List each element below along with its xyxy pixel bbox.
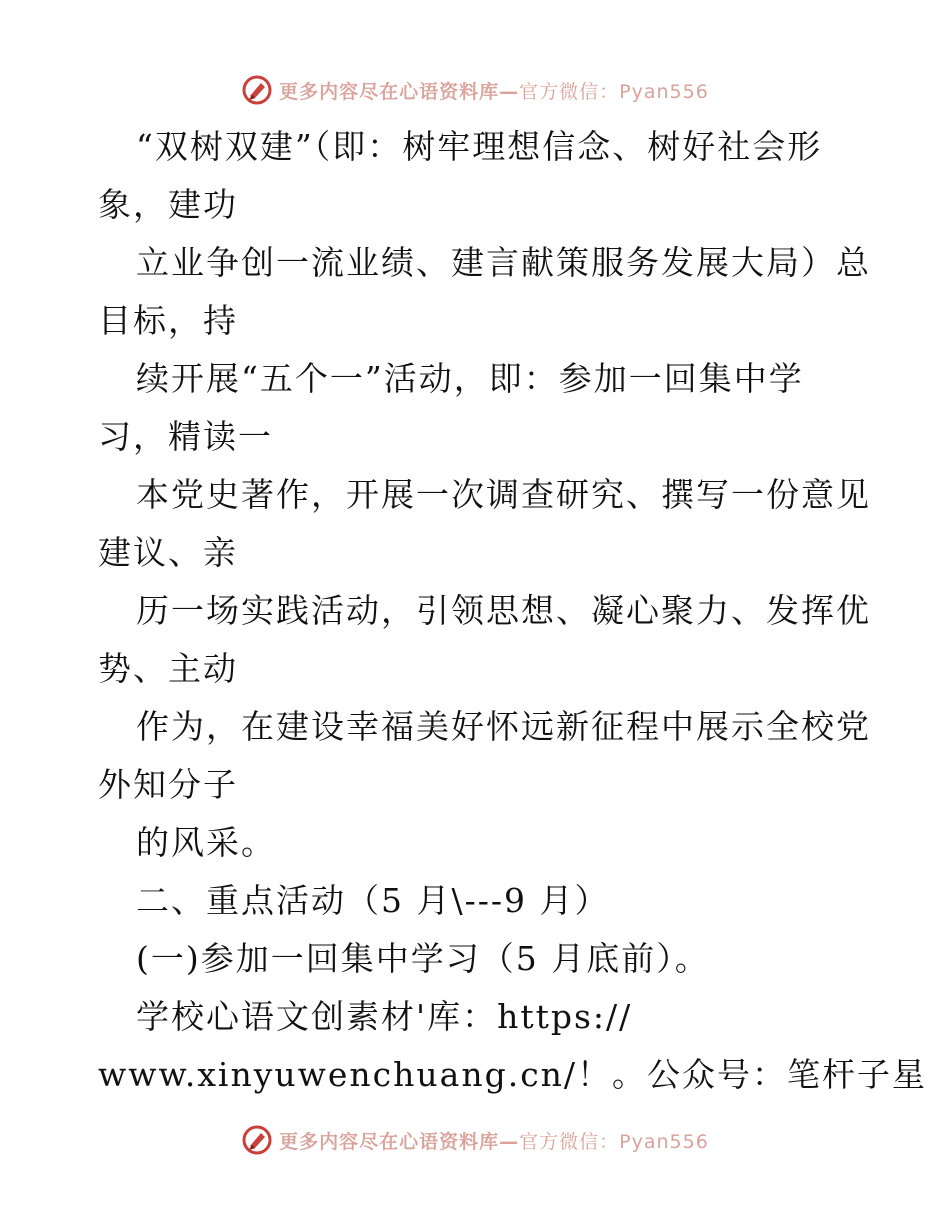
header-watermark-banner — [0, 70, 950, 110]
section-heading: 二、重点活动（5 月\---9 月） — [136, 881, 610, 920]
document-body — [98, 118, 928, 1104]
subsection-heading: (一)参加一回集中学习（5 月底前）。 — [136, 939, 710, 978]
text-line: 外知分子 — [98, 765, 238, 804]
text-line: 立业争创一流业绩、建言献策服务发展大局）总 — [136, 243, 871, 282]
text-line: 作为，在建设幸福美好怀远新征程中展示全校党 — [136, 707, 871, 746]
text-line: 势、主动 — [98, 649, 238, 688]
logo-icon — [241, 1124, 273, 1156]
text-line: 学校心语文创素材'库：https:// — [136, 997, 633, 1036]
text-line: 象，建功 — [98, 185, 238, 224]
text-line: www.xinyuwenchuang.cn/！。公众号：笔杆子星 — [98, 1055, 928, 1094]
text-line: “双树双建”（即：树牢理想信念、树好社会形 — [136, 127, 823, 166]
watermark-text: 更多内容尽在心语资料库—官方微信：Pyan556 — [279, 80, 709, 103]
watermark-wechat: 官方微信：Pyan556 — [519, 1130, 709, 1153]
text-line: 建议、亲 — [98, 533, 238, 572]
text-line: 习，精读一 — [98, 417, 273, 456]
watermark-text: 更多内容尽在心语资料库—官方微信：Pyan556 — [279, 1130, 709, 1153]
text-line: 历一场实践活动，引领思想、凝心聚力、发挥优 — [136, 591, 871, 630]
footer-watermark-banner — [0, 1120, 950, 1160]
text-line: 目标，持 — [98, 301, 238, 340]
text-line: 的风采。 — [136, 823, 276, 862]
text-line: 续开展“五个一”活动，即：参加一回集中学 — [136, 359, 804, 398]
watermark-wechat: 官方微信：Pyan556 — [519, 80, 709, 103]
logo-icon — [241, 74, 273, 106]
text-line: 本党史著作，开展一次调查研究、撰写一份意见 — [136, 475, 871, 514]
